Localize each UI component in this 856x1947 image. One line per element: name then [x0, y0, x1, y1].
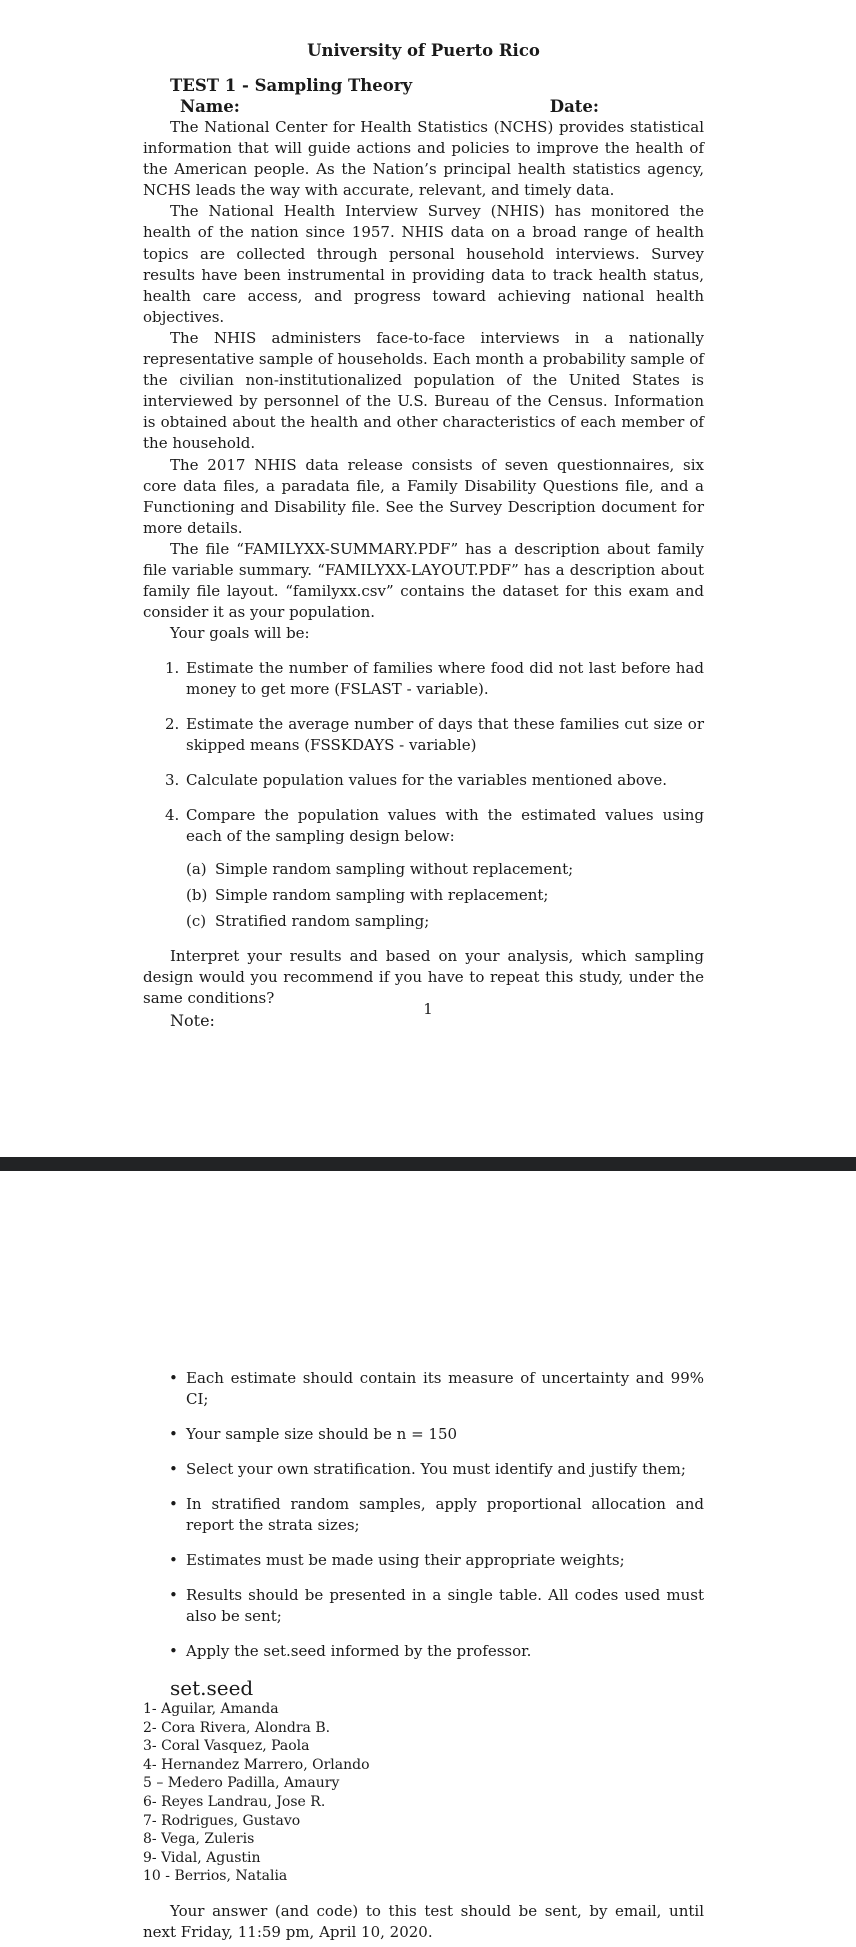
goal-item	[143, 805, 704, 932]
note-item	[143, 1424, 704, 1445]
note-item	[143, 1494, 704, 1536]
note-text: Your sample size should be n = 150	[186, 1425, 458, 1443]
student-list	[143, 1700, 704, 1886]
design-text: Simple random sampling without replacement;	[215, 860, 574, 879]
student-item: 6- Reyes Landrau, Jose R.	[143, 1793, 326, 1810]
goal-number: 1.	[165, 659, 180, 678]
note-text: Each estimate should contain its measure of uncertainty and 99% CI;	[186, 1369, 704, 1408]
note-item	[143, 1641, 704, 1662]
design-item	[186, 859, 704, 880]
goal-text: Estimate the number of families where food did not last before had money to get more (FSLAST - variable).	[186, 659, 704, 699]
design-label: (c)	[186, 912, 207, 931]
design-item	[186, 885, 704, 906]
design-item	[186, 911, 704, 932]
goal-number: 3.	[165, 771, 180, 790]
goal-item	[143, 658, 704, 700]
student-item: 4- Hernandez Marrero, Orlando	[143, 1756, 370, 1773]
goal-number: 2.	[165, 715, 180, 734]
design-label: (b)	[186, 886, 208, 905]
notes-list	[143, 1368, 704, 1662]
bullet-icon: •	[169, 1425, 178, 1443]
goal-text: Calculate population values for the variables mentioned above.	[186, 771, 667, 790]
page-1-content	[143, 40, 704, 1031]
student-item: 5 – Medero Padilla, Amaury	[143, 1775, 340, 1792]
goal-item	[143, 714, 704, 756]
date-label: Date:	[549, 97, 599, 116]
paragraph-nhis: The National Health Interview Survey (NHIS) has monitored the health of the nation since 1957. NHIS data on a broad range of health topics are collected through personal household interviews. Survey results have been instrumental in providing data to track health status, health care access, and progress toward achieving national health objectives.	[143, 202, 704, 326]
deadline-block	[143, 1901, 704, 1943]
bullet-icon: •	[169, 1586, 178, 1604]
name-date-row	[180, 96, 599, 117]
deadline-paragraph: Your answer (and code) to this test should be sent, by email, until next Friday, 11:59 pm, April 10, 2020.	[143, 1901, 704, 1941]
note-label: Note:	[170, 1010, 215, 1030]
bullet-icon: •	[169, 1551, 178, 1569]
bullet-icon: •	[169, 1495, 178, 1513]
paragraph-data-release: The 2017 NHIS data release consists of seven questionnaires, six core data files, a paradata file, a Family Disability Questions file, and a Functioning and Disability file. See the Survey Description document for more details.	[143, 455, 704, 537]
note-text: In stratified random samples, apply proportional allocation and report the strata sizes;	[186, 1495, 704, 1534]
paragraph-interviews: The NHIS administers face-to-face interviews in a nationally representative sample of households. Each month a probability sample of the civilian non-institutionalized population of the United States is interviewed by personnel of the U.S. Bureau of the Census. Information is obtained about the health and other characteristics of each member of the household.	[143, 328, 704, 453]
student-item: 1- Aguilar, Amanda	[143, 1701, 279, 1717]
student-item: 2- Cora Rivera, Alondra B.	[143, 1719, 331, 1736]
page-2-content	[143, 1368, 704, 1943]
design-label: (a)	[186, 860, 207, 879]
student-item: 7- Rodrigues, Gustavo	[143, 1812, 301, 1829]
name-label: Name:	[180, 97, 240, 116]
goals-list	[143, 658, 704, 932]
paragraph-nchs: The National Center for Health Statistics (NCHS) provides statistical information that will guide actions and policies to improve the health of the American people. As the Nation’s principal health statistics agency, NCHS leads the way with accurate, relevant, and timely data.	[143, 118, 704, 200]
university-title: University of Puerto Rico	[307, 41, 540, 60]
design-text: Simple random sampling with replacement;	[215, 886, 549, 905]
test-title: TEST 1 - Sampling Theory	[170, 76, 413, 95]
paragraph-files: The file “FAMILYXX-SUMMARY.PDF” has a description about family file variable summary. “FAMILYXX-LAYOUT.PDF” has a description about family file layout. “familyxx.csv” contains the dataset for this exam and consider it as your population.	[143, 539, 704, 622]
student-item: 10 - Berrios, Natalia	[143, 1868, 288, 1885]
goal-number: 4.	[165, 806, 180, 825]
note-text: Estimates must be made using their appropriate weights;	[186, 1551, 625, 1569]
student-item: 3- Coral Vasquez, Paola	[143, 1738, 310, 1755]
note-item	[143, 1459, 704, 1480]
note-text: Apply the set.seed informed by the professor.	[186, 1642, 532, 1660]
bullet-icon: •	[169, 1642, 178, 1660]
design-list	[186, 859, 704, 932]
page-number: 1	[423, 1000, 433, 1018]
bullet-icon: •	[169, 1369, 178, 1387]
page-separator	[0, 1157, 856, 1171]
goals-intro: Your goals will be:	[170, 624, 310, 643]
setseed-heading: set.seed	[170, 1676, 254, 1700]
note-item	[143, 1550, 704, 1571]
interpretation-paragraph: Interpret your results and based on your analysis, which sampling design would you recommend if you have to repeat this study, under the same conditions?	[143, 947, 704, 1008]
goal-text: Estimate the average number of days that these families cut size or skipped means (FSSKDAYS - variable)	[186, 715, 704, 755]
bullet-icon: •	[169, 1460, 178, 1478]
goal-text: Compare the population values with the estimated values using each of the sampling design below:	[186, 806, 704, 846]
note-item	[143, 1585, 704, 1627]
page-2	[0, 1171, 856, 1947]
student-item: 9- Vidal, Agustin	[143, 1849, 261, 1866]
student-item: 8- Vega, Zuleris	[143, 1831, 255, 1848]
note-text: Results should be presented in a single table. All codes used must also be sent;	[186, 1586, 704, 1625]
note-item	[143, 1368, 704, 1410]
goal-item	[143, 770, 704, 791]
design-text: Stratified random sampling;	[215, 912, 430, 931]
note-text: Select your own stratification. You must identify and justify them;	[186, 1460, 686, 1478]
